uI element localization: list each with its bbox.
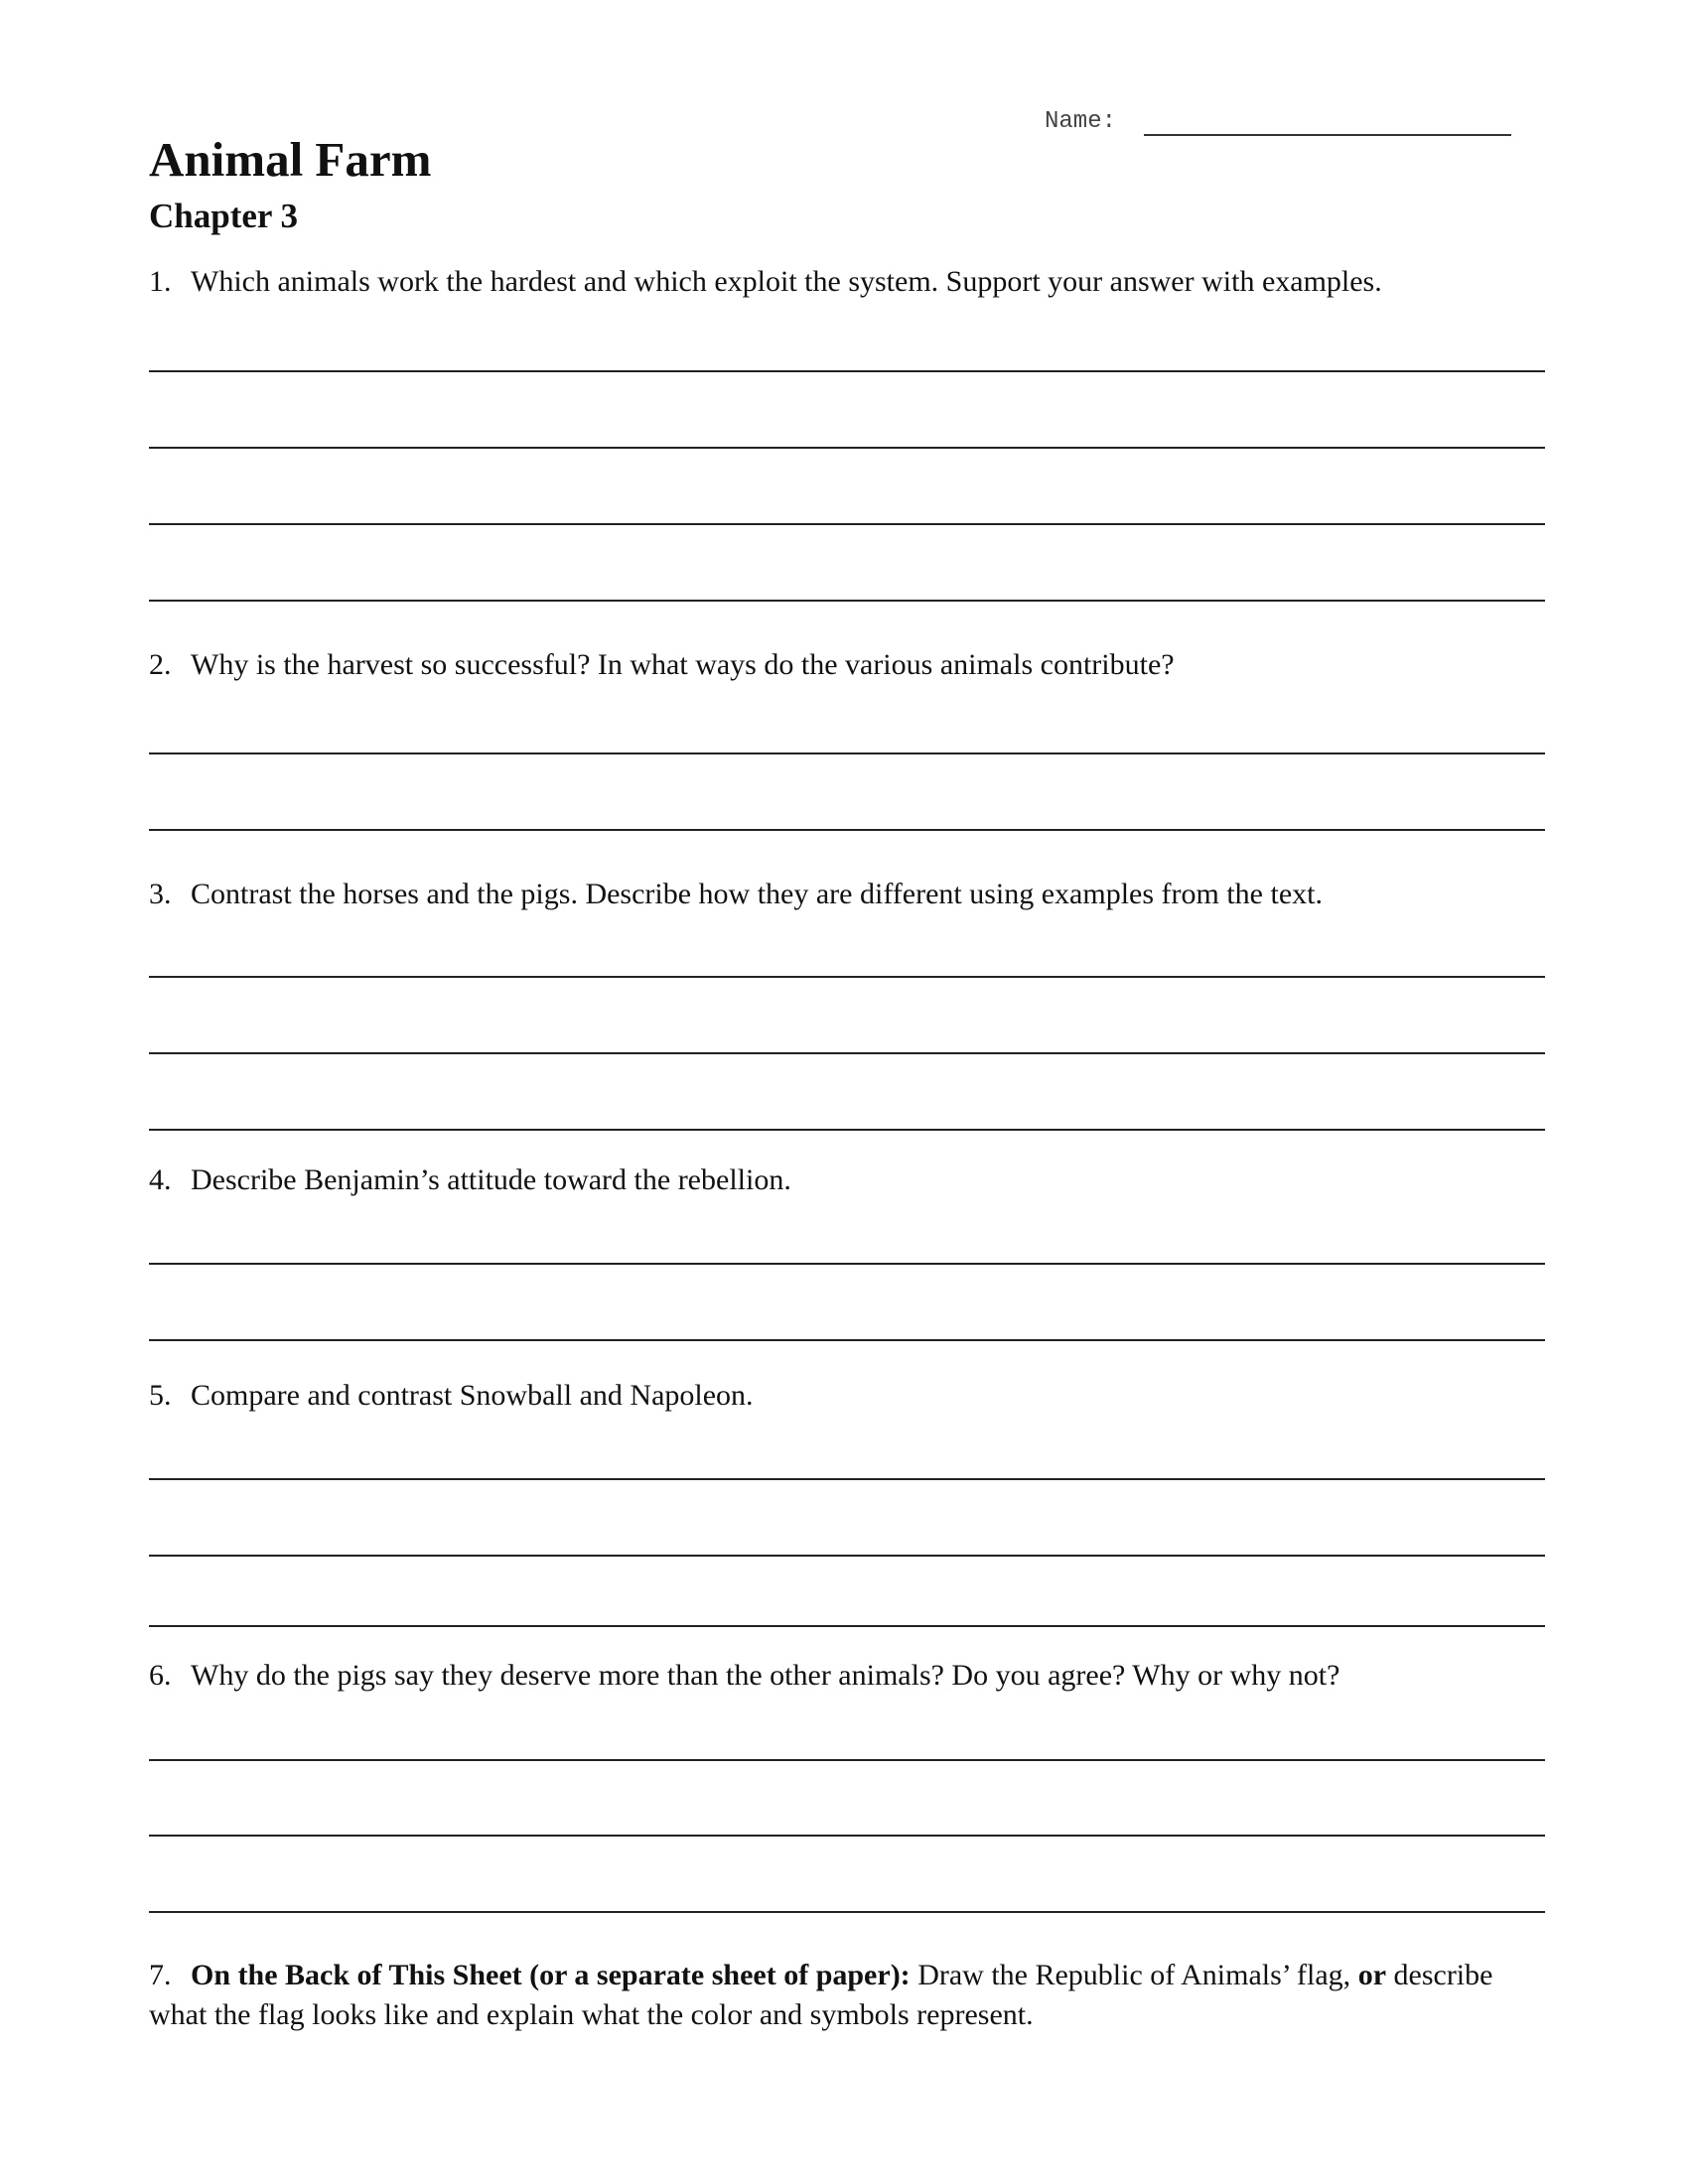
answer-line[interactable] [149,1911,1545,1913]
question-text: Which animals work the hardest and which exploit the system. Support your answer with examples. [191,265,1382,298]
answer-line[interactable] [149,1339,1545,1341]
answer-line[interactable] [149,1478,1545,1480]
question-or: or [1357,1959,1387,1991]
question-text-continued: describe what the flag looks like and explain what the color and symbols represent. [149,1959,1493,2031]
question-4 [149,1160,1545,1200]
question-5 [149,1376,1545,1416]
answer-line[interactable] [149,1759,1545,1761]
question-6 [149,1656,1545,1696]
question-number: 5. [149,1379,172,1412]
question-text: Compare and contrast Snowball and Napoleon. [191,1379,754,1412]
answer-line[interactable] [149,1555,1545,1557]
question-3 [149,875,1545,914]
question-number: 2. [149,648,172,681]
worksheet-title: Animal Farm [149,132,432,187]
question-number: 7. [149,1959,172,1991]
name-label: Name: [1045,108,1117,135]
name-input-line[interactable] [1144,134,1511,136]
question-text: Describe Benjamin’s attitude toward the rebellion. [191,1163,791,1196]
answer-line[interactable] [149,752,1545,754]
answer-line[interactable] [149,370,1545,372]
question-number: 3. [149,878,172,910]
question-2 [149,645,1545,685]
question-1 [149,262,1545,302]
answer-line[interactable] [149,976,1545,978]
answer-line[interactable] [149,1625,1545,1627]
question-7 [149,1956,1545,2035]
question-number: 1. [149,265,172,298]
question-text: Contrast the horses and the pigs. Describe how they are different using examples from the text. [191,878,1323,910]
answer-line[interactable] [149,600,1545,602]
question-number: 6. [149,1659,172,1692]
chapter-subtitle: Chapter 3 [149,197,299,235]
question-text: Draw the Republic of Animals’ flag, [910,1959,1358,1991]
question-text: Why do the pigs say they deserve more than the other animals? Do you agree? Why or why not? [191,1659,1340,1692]
answer-line[interactable] [149,1052,1545,1054]
answer-line[interactable] [149,447,1545,449]
answer-line[interactable] [149,523,1545,525]
name-field[interactable] [1045,107,1511,137]
question-text: Why is the harvest so successful? In what ways do the various animals contribute? [191,648,1175,681]
answer-line[interactable] [149,1263,1545,1265]
question-instruction: On the Back of This Sheet (or a separate sheet of paper): [191,1959,911,1991]
question-number: 4. [149,1163,172,1196]
answer-line[interactable] [149,1129,1545,1131]
answer-line[interactable] [149,829,1545,831]
answer-line[interactable] [149,1835,1545,1837]
